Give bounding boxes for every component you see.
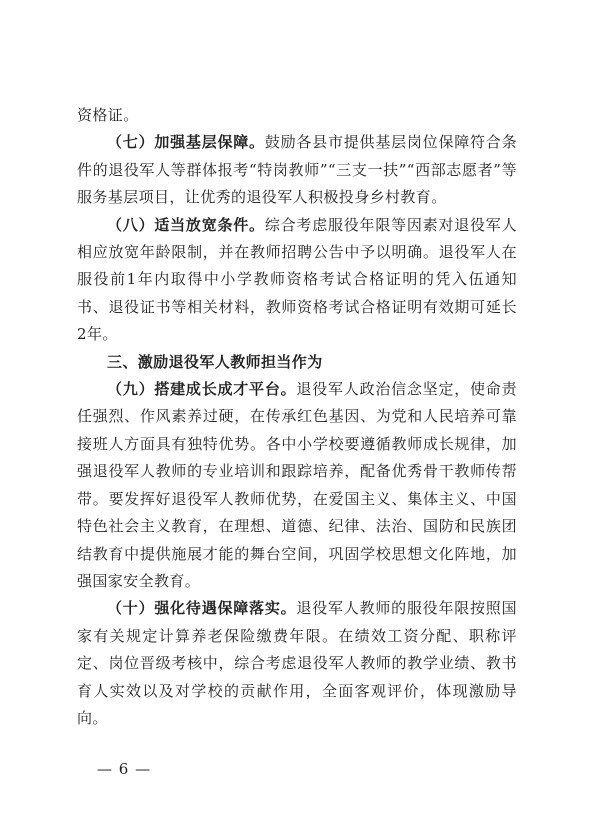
paragraph-text: 综合考虑服役年限等因素对退役军人相应放宽年龄限制，并在教师招聘公告中予以明确。退役军人在服役前1年内取得中小学教师资格考试合格证明的凭入伍通知书、退役证书等相关材料，教师资格考试合格证明有效期可延长2年。 [77, 215, 517, 344]
paragraph-text: 鼓励各县市提供基层岗位保障符合条件的退役军人等群体报考“特岗教师”“三支一扶”“西部志愿者”等服务基层项目，让优秀的退役军人积极投身乡村教育。 [77, 133, 517, 207]
section-heading-3: 三、激励退役军人教师担当作为 [107, 352, 323, 371]
paragraph-10-benefits-guarantee [77, 595, 517, 732]
paragraph-lead: （七）加强基层保障。 [107, 133, 265, 152]
paragraph-text: 退役军人政治信念坚定，使命责任强烈、作风素养过硬，在传承红色基因、为党和人民培养可靠接班人方面具有独特优势。各中小学校要遵循教师成长规律，加强退役军人教师的专业培训和跟踪培养，配备优秀骨干教师传帮带。要发挥好退役军人教师优势，在爱国主义、集体主义、中国特色社会主义教育，在理想、道德、纪律、法治、国防和民族团结教育中提供施展才能的舞台空间，巩固学校思想文化阵地，加强国家安全教育。 [77, 380, 517, 590]
document-body [77, 102, 517, 732]
paragraph-lead: （九）搭建成长成才平台。 [107, 380, 297, 399]
paragraph-text: 退役军人教师的服役年限按照国家有关规定计算养老保险缴费年限。在绩效工资分配、职称评定、岗位晋级考核中，综合考虑退役军人教师的教学业绩、教书育人实效以及对学校的贡献作用，全面客观评价，体现激励导向。 [77, 599, 517, 727]
paragraph-8-relax-conditions [77, 212, 517, 349]
paragraph-7-strengthen-grassroots [77, 129, 517, 211]
paragraph-9-growth-platform [77, 376, 517, 595]
paragraph-continuation [77, 102, 517, 129]
page-number: — 6 — [97, 760, 152, 778]
paragraph-lead: （八）适当放宽条件。 [107, 215, 265, 234]
paragraph-text: 资格证。 [77, 106, 139, 124]
paragraph-lead: （十）强化待遇保障落实。 [107, 599, 297, 618]
